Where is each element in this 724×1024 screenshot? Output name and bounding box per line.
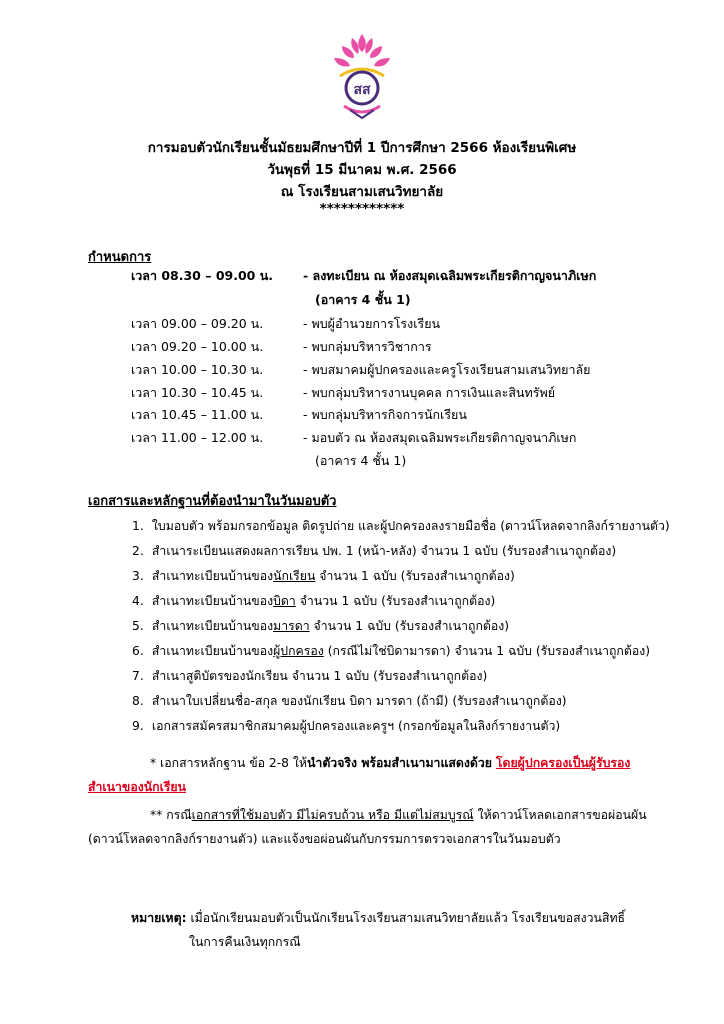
schedule-time: เวลา 10.30 – 10.45 น. <box>131 385 264 400</box>
schedule-time: เวลา 10.45 – 11.00 น. <box>131 407 264 422</box>
schedule-time: เวลา 08.30 – 09.00 น. <box>131 268 273 283</box>
list-number: 7. <box>132 669 144 683</box>
list-text: จำนวน 1 ฉบับ (รับรองสำเนาถูกต้อง) <box>309 619 510 633</box>
note-documents-original-cont <box>88 778 186 797</box>
list-number: 4. <box>132 594 144 608</box>
list-item <box>132 542 616 561</box>
schedule-time: เวลา 09.20 – 10.00 น. <box>131 339 264 354</box>
list-number: 8. <box>132 694 144 708</box>
schedule-activity: - พบสมาคมผู้ปกครองและครูโรงเรียนสามเสนวิทยาลัย <box>303 362 591 377</box>
schedule-activity-location: (อาคาร 4 ชั้น 1) <box>315 453 407 468</box>
remark <box>131 909 625 928</box>
list-number: 1. <box>132 519 144 533</box>
list-text: จำนวน 1 ฉบับ (รับรองสำเนาถูกต้อง) <box>315 569 515 583</box>
list-text: สำเนาทะเบียนบ้านของ <box>151 619 274 633</box>
documents-heading: เอกสารและหลักฐานที่ต้องนำมาในวันมอบตัว <box>88 494 337 509</box>
list-number: 2. <box>132 544 144 558</box>
note-incomplete-documents <box>150 806 647 825</box>
list-text-underlined: บิดา <box>273 594 296 608</box>
schedule-activity-location: (อาคาร 4 ชั้น 1) <box>315 292 411 307</box>
schedule-activity: - พบผู้อำนวยการโรงเรียน <box>303 316 441 331</box>
list-number: 3. <box>132 569 144 583</box>
list-item <box>132 667 487 686</box>
schedule-activity: - มอบตัว ณ ห้องสมุดเฉลิมพระเกียรติกาญจนาภิเษก <box>303 430 577 445</box>
list-text: ใบมอบตัว พร้อมกรอกข้อมูล ติดรูปถ่าย และผู้ปกครองลงรายมือชื่อ (ดาวน์โหลดจากลิงก์รายงานตัว) <box>151 519 670 533</box>
remark-text: เมื่อนักเรียนมอบตัวเป็นนักเรียนโรงเรียนสามเสนวิทยาลัยแล้ว โรงเรียนขอสงวนสิทธิ์ <box>186 911 626 925</box>
list-text-underlined: ผู้ปกครอง <box>273 644 324 658</box>
list-text: สำเนาใบเปลี่ยนชื่อ-สกุล ของนักเรียน บิดา มารดา (ถ้ามี) (รับรองสำเนาถูกต้อง) <box>151 694 567 708</box>
document-place: ณ โรงเรียนสามเสนวิทยาลัย <box>280 184 444 200</box>
schedule-time: เวลา 11.00 – 12.00 น. <box>131 430 264 445</box>
list-text: สำเนาระเบียนแสดงผลการเรียน ปพ. 1 (หน้า-หลัง) จำนวน 1 ฉบับ (รับรองสำเนาถูกต้อง) <box>151 544 617 558</box>
remark-label: หมายเหตุ: <box>131 911 187 925</box>
note-warning-text: สำเนาของนักเรียน <box>88 780 186 794</box>
list-text-underlined: มารดา <box>273 619 310 633</box>
list-item <box>132 692 567 711</box>
list-text: สำเนาทะเบียนบ้านของ <box>151 594 274 608</box>
list-text-underlined: นักเรียน <box>273 569 316 583</box>
schedule-heading: กำหนดการ <box>88 250 152 265</box>
remark-cont: ในการคืนเงินทุกกรณี <box>189 935 301 949</box>
note-documents-original <box>150 754 630 773</box>
header-stars: ************ <box>319 201 405 217</box>
note-incomplete-documents-cont: (ดาวน์โหลดจากลิงก์รายงานตัว) และแจ้งขอผ่อนผันกับกรรมการตรวจเอกสารในวันมอบตัว <box>88 832 561 846</box>
note-text: ให้ดาวน์โหลดเอกสารขอผ่อนผัน <box>473 808 647 822</box>
list-item <box>132 617 509 636</box>
list-item <box>132 717 560 736</box>
list-number: 5. <box>132 619 144 633</box>
list-number: 6. <box>132 644 144 658</box>
list-item <box>132 567 515 586</box>
schedule-activity: - ลงทะเบียน ณ ห้องสมุดเฉลิมพระเกียรติกาญจนาภิเษก <box>303 268 597 283</box>
note-underlined-text: เอกสารที่ใช้มอบตัว มีไม่ครบถ้วน หรือ มีแต่ไม่สมบูรณ์ <box>191 808 474 822</box>
list-text: สำเนาทะเบียนบ้านของ <box>151 644 274 658</box>
list-item <box>132 517 670 536</box>
note-warning-text: โดยผู้ปกครองเป็นผู้รับรอง <box>495 756 631 770</box>
list-item <box>132 642 650 661</box>
list-text: สำเนาทะเบียนบ้านของ <box>151 569 274 583</box>
schedule-time: เวลา 10.00 – 10.30 น. <box>131 362 264 377</box>
document-date: วันพุธที่ 15 มีนาคม พ.ศ. 2566 <box>267 162 457 178</box>
note-bold-text: นำตัวจริง พร้อมสำเนามาแสดงด้วย <box>307 756 492 770</box>
schedule-activity: - พบกลุ่มบริหารกิจการนักเรียน <box>303 407 467 422</box>
schedule-activity: - พบกลุ่มบริหารวิชาการ <box>303 339 432 354</box>
list-number: 9. <box>132 719 144 733</box>
list-text: เอกสารสมัครสมาชิกสมาคมผู้ปกครองและครูฯ (กรอกข้อมูลในลิงก์รายงานตัว) <box>151 719 561 733</box>
school-emblem-icon <box>330 32 394 120</box>
note-text: * เอกสารหลักฐาน ข้อ 2-8 ให้ <box>150 756 308 770</box>
list-text: (กรณีไม่ใช่บิดามารดา) จำนวน 1 ฉบับ (รับรองสำเนาถูกต้อง) <box>323 644 651 658</box>
list-item <box>132 592 495 611</box>
schedule-time: เวลา 09.00 – 09.20 น. <box>131 316 264 331</box>
list-text: จำนวน 1 ฉบับ (รับรองสำเนาถูกต้อง) <box>295 594 496 608</box>
svg-text:สส: สส <box>353 82 371 98</box>
schedule-activity: - พบกลุ่มบริหารงานบุคคล การเงินและสินทรัพย์ <box>303 385 556 400</box>
document-title: การมอบตัวนักเรียนชั้นมัธยมศึกษาปีที่ 1 ปีการศึกษา 2566 ห้องเรียนพิเศษ <box>147 140 577 156</box>
note-text: ** กรณี <box>150 808 192 822</box>
list-text: สำเนาสูติบัตรของนักเรียน จำนวน 1 ฉบับ (รับรองสำเนาถูกต้อง) <box>151 669 488 683</box>
